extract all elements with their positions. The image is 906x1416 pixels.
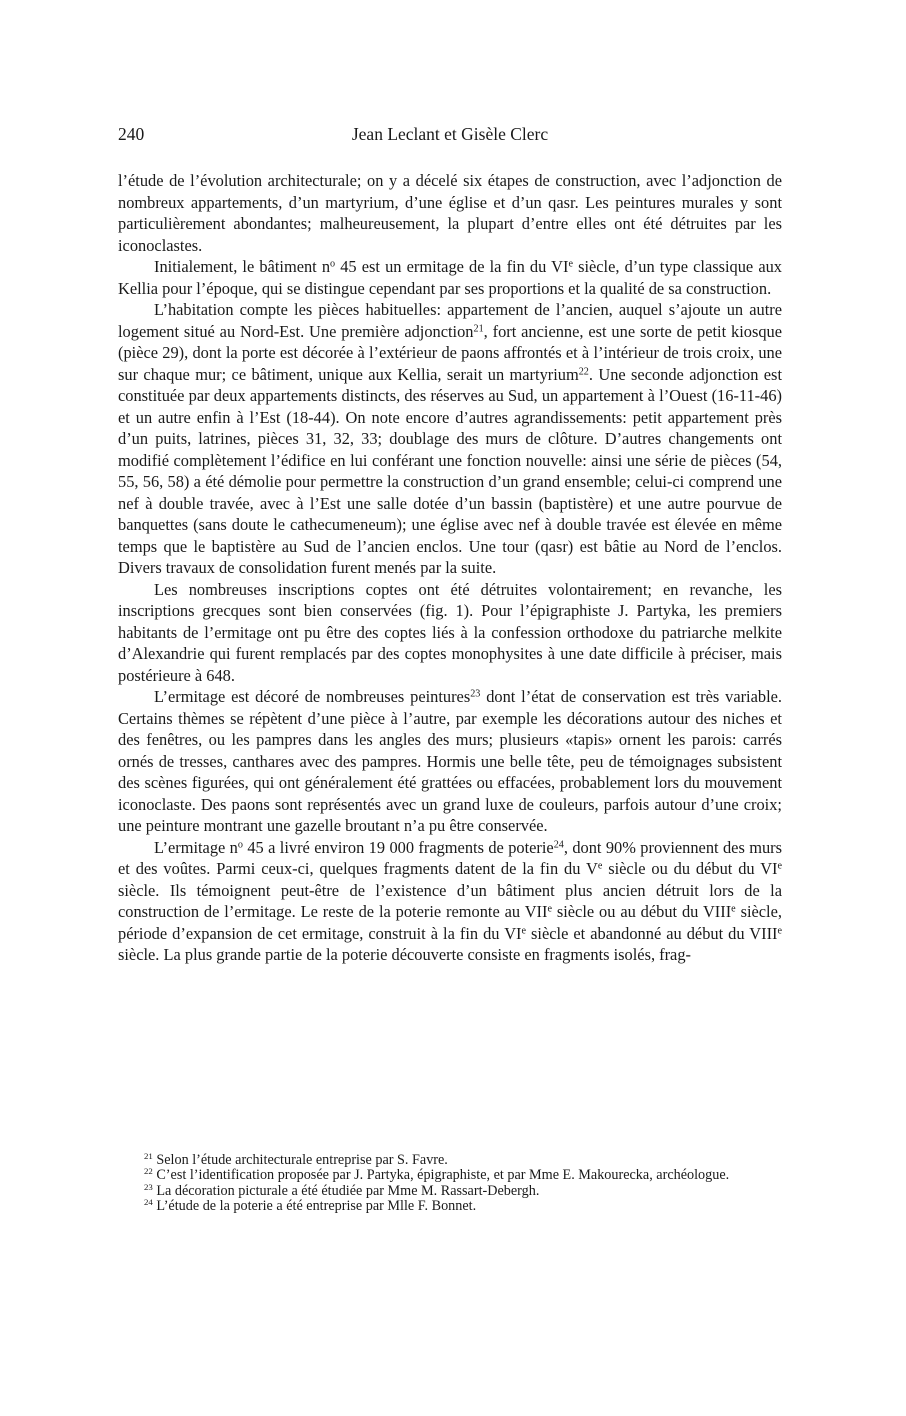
- page-number: 240: [118, 124, 145, 144]
- footnote: [118, 1199, 782, 1214]
- superscript: e: [777, 924, 782, 936]
- text-run: C’est l’identification proposée par J. Partyka, épigraphiste, et par Mme E. Makourecka, archéologue.: [152, 1167, 730, 1184]
- body-text: [118, 170, 782, 966]
- footnote: [118, 1168, 782, 1183]
- text-run: L’étude de la poterie a été entreprise par Mlle F. Bonnet.: [152, 1197, 477, 1214]
- text-run: dont l’état de conservation est très variable. Certains thèmes se répètent d’une pièce à l’autre, par exemple les décorations autour des niches et des fenêtres, ou les pampres dans les angles des murs; plusieurs «tapis» ornent les parois: carrés ornés de tresses, canthares avec des pampres. Hormis une belle tête, peu de témoignages subsistent des scènes figurées, qui ont généralement été grattées ou effacées, probablement lors du mouvement iconoclaste. Des paons sont représentés avec un grand luxe de couleurs, parfois autour d’une croix; une peinture montrant une gazelle broutant n’a pu être conservée.: [118, 687, 783, 835]
- superscript: e: [731, 903, 736, 915]
- text-run: L’ermitage est décoré de nombreuses peintures: [154, 687, 471, 706]
- text-run: siècle ou au début du VIII: [551, 902, 732, 921]
- text-run: siècle et abandonné au début du VIII: [526, 923, 778, 943]
- text-run: siècle. Ils témoignent peut-être de l’existence d’un bâtiment plus ancien détruit lors de la construction de l’ermitage. Le reste de la poterie remonte au VII: [118, 880, 782, 921]
- text-run: L’ermitage n: [154, 837, 238, 857]
- text-run: siècle ou du début du VI: [602, 859, 778, 878]
- paragraph: [118, 579, 782, 687]
- superscript: e: [568, 258, 573, 270]
- page-header: [118, 124, 782, 148]
- footnote: [118, 1153, 782, 1168]
- superscript: e: [547, 903, 552, 915]
- superscript: e: [777, 860, 782, 872]
- paragraph: [118, 170, 782, 256]
- text-run: , fort ancienne, est une sorte de petit kiosque (pièce 29), dont la porte est décorée à l’extérieur de paons affrontés et à l’intérieur de trois croix, une sur chaque mur; ce bâtiment, unique aux Kellia, serait un martyrium: [118, 321, 782, 384]
- footnote-ref: 21: [473, 322, 484, 334]
- text-run: Selon l’étude architecturale entreprise par S. Favre.: [152, 1152, 448, 1168]
- superscript: e: [597, 860, 603, 872]
- paragraph: [118, 299, 782, 579]
- text-run: siècle, période d’expansion de cet ermitage, construit à la fin du VI: [118, 902, 782, 943]
- footnote-ref: 23: [144, 1181, 153, 1192]
- footnote-ref: 22: [144, 1166, 153, 1177]
- text-run: 45 est un ermitage de la fin du VI: [335, 257, 569, 276]
- text-run: siècle, d’un type classique aux Kellia pour l’époque, qui se distingue cependant par ses proportions et la qualité de sa construction.: [118, 257, 782, 298]
- footnotes: [118, 1153, 782, 1214]
- footnote-ref: 24: [553, 838, 564, 850]
- footnote: [118, 1181, 782, 1199]
- text-run: Les nombreuses inscriptions coptes ont été détruites volontairement; en revanche, les inscriptions grecques sont bien conservées (fig. 1). Pour l’épigraphiste J. Partyka, les premiers habitants de l’ermitage ont pu être des coptes liés à la confession orthodoxe du patriarche melkite d’Alexandrie qui furent remplacés par des coptes monophysites à une date difficile à préciser, mais postérieure à 648.: [118, 579, 782, 685]
- text-run: 45 a livré environ 19 000 fragments de poterie: [242, 837, 554, 857]
- footnote-ref: 21: [144, 1151, 153, 1162]
- superscript: o: [330, 258, 336, 270]
- text-run: . Une seconde adjonction est constituée par deux appartements distincts, des réserves au Sud, un appartement à l’Ouest (16-11-46) et un autre enfin à l’Est (18-44). On note encore d’autres agrandissements: petit appartement près d’un puits, latrines, pièces 31, 32, 33; doublage des murs de clôture. D’autres changements ont modifié complètement l’édifice en lui conférant une fonction nouvelle: ainsi une série de pièces (54, 55, 56, 58) a été démolie pour permettre la construction d’un grand ensemble; celui-ci comprend une nef à double travée, avec à l’Est une salle dotée d’un bassin (baptistère) et une autre pourvue de banquettes (sans doute le cathecumeneum); une église avec nef à double travée est élevée en même temps que le baptistère au Sud de l’ancien enclos. Une tour (qasr) est bâtie au Nord de l’enclos. Divers travaux de consolidation furent menés par la suite.: [118, 364, 782, 577]
- footnote-ref: 24: [144, 1197, 153, 1208]
- text-run: , dont 90% proviennent des murs et des voûtes. Parmi ceux-ci, quelques fragments datent de la fin du V: [118, 837, 782, 878]
- text-run: La décoration picturale a été étudiée par Mme M. Rassart-Debergh.: [152, 1182, 540, 1199]
- superscript: e: [521, 924, 527, 936]
- paragraph: [118, 837, 782, 966]
- text-run: Initialement, le bâtiment n: [154, 257, 331, 276]
- footnote-ref: 23: [470, 688, 481, 700]
- text-run: L’habitation compte les pièces habituelles: appartement de l’ancien, auquel s’ajoute un autre logement situé au Nord-Est. Une première adjonction: [118, 300, 782, 341]
- paragraph: [118, 256, 782, 299]
- text-run: siècle. La plus grande partie de la poterie découverte consiste en fragments isolés, frag-: [118, 945, 691, 964]
- superscript: o: [237, 838, 243, 850]
- text-run: l’étude de l’évolution architecturale; on y a décelé six étapes de construction, avec l’adjonction de nombreux appartements, d’un martyrium, d’une église et d’un qasr. Les peintures murales y sont particulièrement abondantes; malheureusement, la plupart d’entre elles ont été détruites par les iconoclastes.: [118, 171, 782, 255]
- paragraph: [118, 686, 782, 837]
- footnote-ref: 22: [578, 365, 589, 377]
- running-head: Jean Leclant et Gisèle Clerc: [351, 124, 549, 144]
